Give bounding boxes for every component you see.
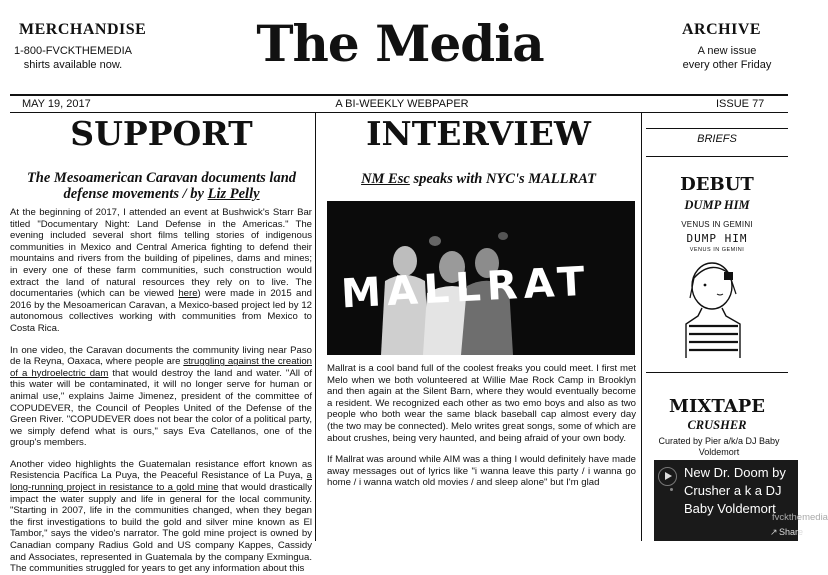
- share-button[interactable]: [770, 526, 804, 540]
- interview-paragraph-2: If Mallrat was around while AIM was a thing I would definitely have made away messages out of lyrics like "i wanna leave this party / i wanna go home / i wanna watch old movies / and sleep alone" but I'm glad: [327, 454, 636, 489]
- support-heading[interactable]: SUPPORT: [70, 114, 253, 153]
- support-p2-a: In one video, the Caravan documents the community living near Paso de la Reyna, Oaxaca, where people are: [10, 344, 312, 368]
- album-cover[interactable]: [672, 230, 782, 360]
- debut-subtitle: DUMP HIM: [684, 198, 750, 212]
- issue-date: MAY 19, 2017: [22, 98, 91, 110]
- interview-deck-text: speaks with NYC's MALLRAT: [409, 171, 596, 187]
- player-track-title[interactable]: New Dr. Doom by Crusher a k a DJ Baby Voldemort: [684, 465, 786, 516]
- top-rule: [10, 94, 788, 96]
- support-paragraph-1: [10, 207, 312, 335]
- share-label: Share: [779, 527, 804, 537]
- interviewer-link[interactable]: NM Esc: [361, 171, 410, 187]
- support-article: [10, 207, 313, 575]
- merch-phone: 1-800-FVCKTHEMEDIA: [14, 45, 132, 57]
- debut-caption: VENUS IN GEMINI: [681, 220, 753, 229]
- play-icon: [665, 472, 672, 480]
- column-divider-2: [641, 113, 642, 541]
- merch-info: [10, 44, 136, 72]
- brief-divider: [646, 372, 788, 373]
- briefs-rule-top: [646, 128, 788, 129]
- debut-title[interactable]: DEBUT: [680, 174, 754, 195]
- album-cover-illustration: [672, 254, 782, 358]
- player-user[interactable]: fvckthemedia: [772, 512, 828, 523]
- archive-line1: A new issue: [697, 45, 757, 57]
- play-button[interactable]: [658, 467, 677, 486]
- author-link[interactable]: Liz Pelly: [207, 186, 260, 202]
- mixtape-title[interactable]: MIXTAPE: [669, 396, 765, 417]
- band-photo-word: MALLRAT: [339, 258, 592, 318]
- support-p1-b: ) were made in 2015 and 2016 by the Mesoamerican Caravan, a Mexico-based project led by 12 autonomous collectives working with communities from Mexico to Costa Rica.: [10, 288, 312, 334]
- support-p1-a: At the beginning of 2017, I attended an event at Bushwick's Starr Bar titled "Documentary Night: Land Defense in the Americas." The evening included several short films telling stories of indigenous communities in Mexico and Central America fighting to defend their mountains and rivers from the building of pipelines, dams and mines; in every one of these farm communities, such construction would extract the land of natural resources they rely on to live. The documentaries (which can be viewed: [10, 207, 312, 300]
- tagline: A BI-WEEKLY WEBPAPER: [335, 98, 469, 110]
- album-cover-subtitle: VENUS IN GEMINI: [689, 247, 745, 253]
- archive-line2: every other Friday: [682, 59, 772, 71]
- support-p3-b: that would drastically impact the water supply and life in general for the local community. "Starting in 2007, life in the communities changed, when they began the first investigations to build the gold and silver mine known as El Tambor," says the video's narrator. The gold mine project is owned by Canadian company Radius Gold and US company Kappes, Cassidy and Associates, represented in Guatemala by the company Exmingua. The communities struggled for years to get any information about this: [10, 482, 312, 575]
- support-p3-link[interactable]: a long-running project in resistance to a gold mine: [10, 470, 312, 494]
- support-deck: [10, 170, 313, 202]
- support-p2-link[interactable]: struggling against the creation of a hydroelectric dam: [10, 356, 313, 379]
- support-p1-link[interactable]: here: [178, 288, 198, 300]
- archive-heading[interactable]: ARCHIVE: [682, 21, 762, 38]
- briefs-label: BRIEFS: [697, 133, 737, 145]
- mixtape-player[interactable]: [654, 460, 828, 541]
- play-dot-icon: [670, 488, 673, 491]
- dateline-rule: [10, 112, 788, 113]
- mixtape-caption: Curated by Pier a/k/a DJ Baby Voldemort: [658, 436, 780, 457]
- album-cover-title: DUMP HIM: [686, 232, 748, 245]
- share-icon: ↗: [770, 527, 778, 537]
- mixtape-subtitle: CRUSHER: [687, 418, 747, 432]
- merch-heading: MERCHANDISE: [19, 21, 147, 38]
- support-paragraph-2: [10, 345, 312, 449]
- merch-shirts: shirts available now.: [23, 59, 123, 71]
- band-photo[interactable]: [327, 201, 635, 355]
- interview-deck: [318, 171, 639, 187]
- issue-number: ISSUE 77: [716, 98, 765, 110]
- interview-article: [327, 363, 636, 541]
- interview-paragraph-1: Mallrat is a cool band full of the coolest freaks you could meet. I first met Melo when we both volunteered at Willie Mae Rock Camp in Brooklyn and then again at the Silent Barn, where they would eventually become a resident. We recognized each other as two emo boys and also as two people who both wear the same black baseball cap almost every day (the two may be connected). Melo writes great songs, some of which are about crushes, being very haunted, and being afraid of your own body.: [327, 363, 636, 444]
- support-deck-text: The Mesoamerican Caravan documents land defense movements / by: [26, 170, 297, 202]
- briefs-rule-bottom: [646, 156, 788, 157]
- site-title[interactable]: The Media: [256, 14, 544, 73]
- support-p2-b: that would destroy the land and water. "All of this water will be contaminated, it will no longer serve for human or animal use," explains Jaime Jimenez, president of the committee of COPUDEVER, the Council of Peoples United of the Defense of the Green River. "COPUDEVER does not bear the color of a political party, we simply defend what is ours," says Eva Catellanos, one of the group's members.: [10, 367, 312, 449]
- archive-info: [670, 44, 784, 72]
- support-p3-a: Another video highlights the Guatemalan resistance effort known as Resistencia Pacífica La Puya, the Peaceful Resistance of La Puya,: [10, 458, 312, 482]
- interview-heading[interactable]: INTERVIEW: [366, 114, 591, 153]
- support-paragraph-3: [10, 459, 312, 575]
- column-divider-1: [315, 113, 316, 541]
